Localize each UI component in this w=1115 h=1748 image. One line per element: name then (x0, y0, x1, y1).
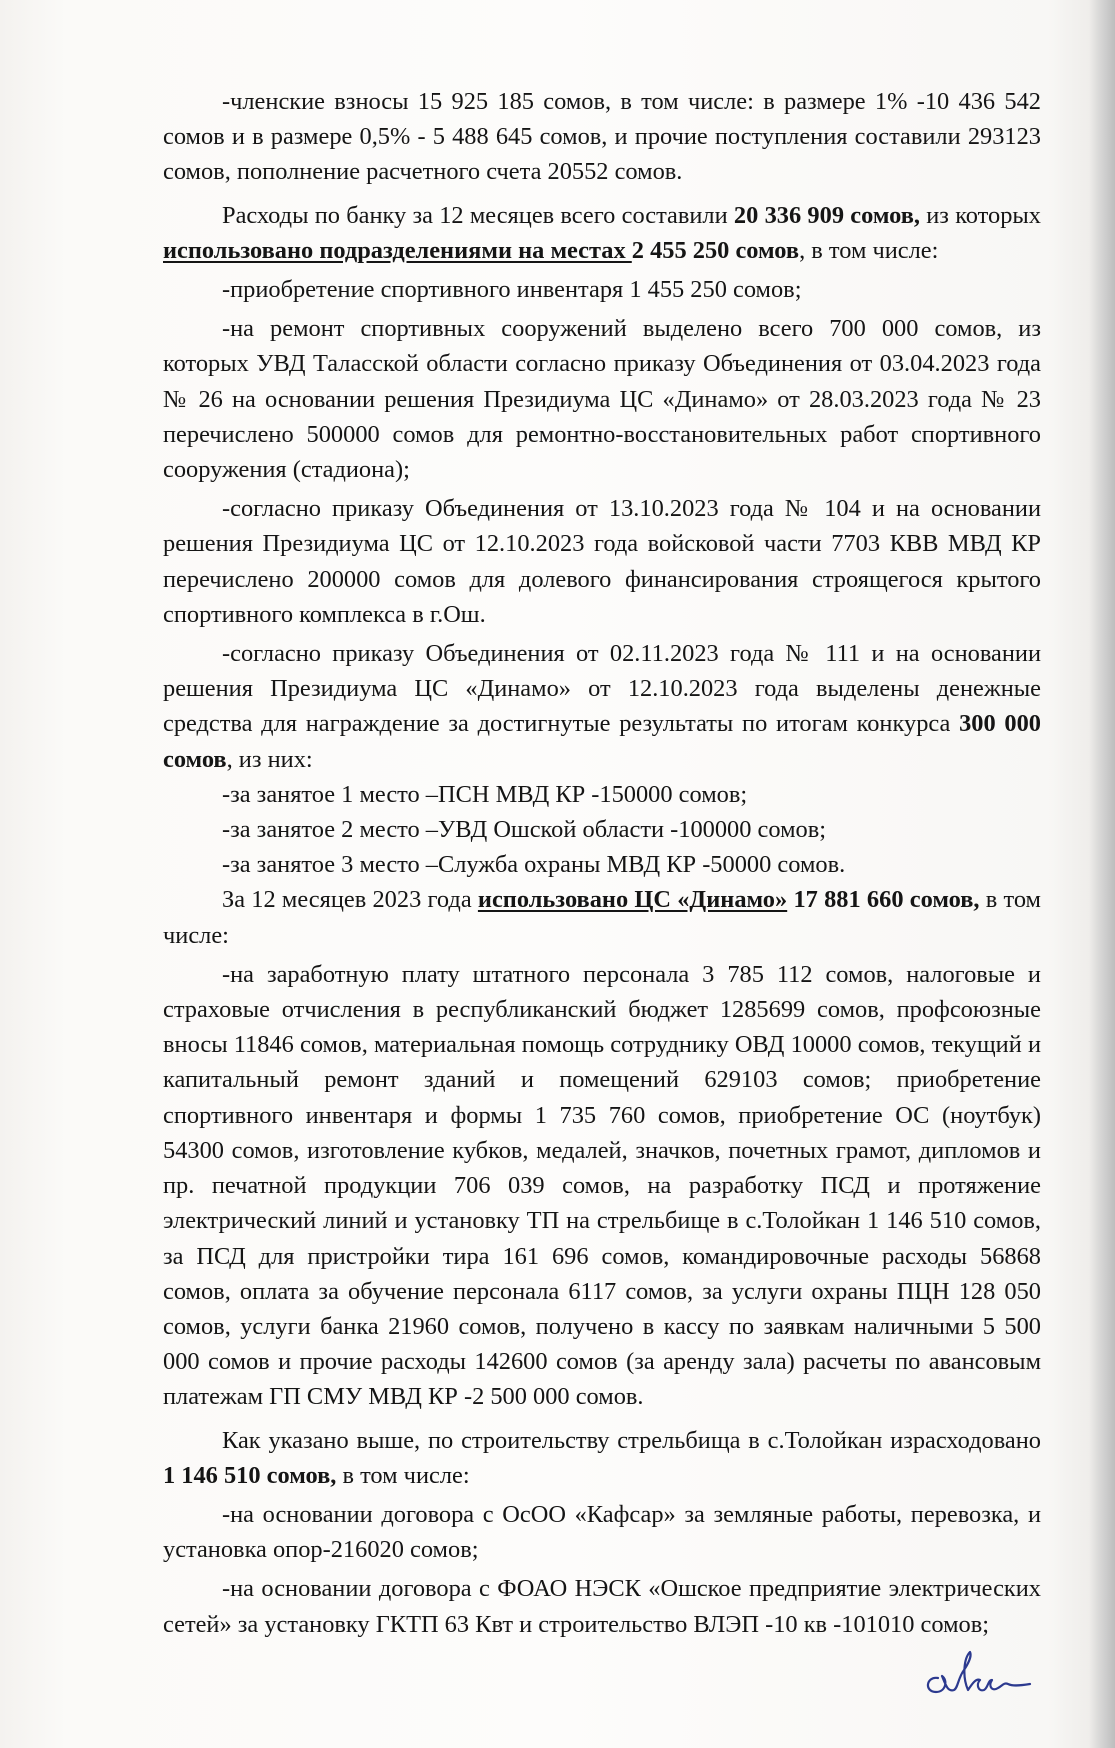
paragraph-membership-fees: -членские взносы 15 925 185 сомов, в том числе: в размере 1% -10 436 542 сомов и в размере 0,5% - 5 488 645 сомов, и прочие поступления составили 293123 сомов, пополнение расчетного счета 20552 сомов. (163, 88, 1041, 186)
paragraph-nesk-contract: -на основании договора с ФОАО НЭСК «Ошское предприятие электрических сетей» за установку ГКТП 63 Квт и строительство ВЛЭП -10 кв -101010 сомов; (163, 1575, 1041, 1638)
underlined-bold-phrase: использовано подразделениями на местах (163, 236, 632, 264)
bold-amount: 2 455 250 сомов (631, 236, 800, 264)
bold-amount: 1 146 510 сомов, (163, 1461, 337, 1489)
bold-amount: 300 000 сомов (163, 710, 1041, 773)
bold-amount: 20 336 909 сомов, (733, 201, 920, 229)
bold-amount: 17 881 660 сомов, (787, 886, 980, 914)
text-run: из которых (919, 201, 1041, 229)
paragraph-order-104: -согласно приказу Объединения от 13.10.2023 года № 104 и на основании решения Президиума ЦС от 12.10.2023 года войсковой части 7703 КВВ МВД КР перечислено 200000 сомов для долевого финансирования строящегося крытого спортивного комплекса в г.Ош. (163, 495, 1041, 628)
paragraph-bank-expenses (163, 198, 1041, 268)
text-run: , из них: (226, 745, 313, 773)
text-run: , в том числе: (799, 236, 939, 264)
text-run: -согласно приказу Объединения от 02.11.2023 года № 111 и на основании решения Президиума ЦС «Динамо» от 12.10.2023 года выделены денежные средства для награждение за достигнутые результаты по итогам конкурса (163, 640, 1041, 738)
text-run: в том числе: (163, 886, 1041, 949)
paragraph-dinamo-usage (163, 882, 1041, 952)
paragraph-order-111 (163, 636, 1041, 777)
underlined-bold-phrase: использовано ЦС «Динамо» (477, 886, 788, 914)
paragraph-sports-equipment: -приобретение спортивного инвентаря 1 455 250 сомов; (222, 276, 802, 304)
page-edge-shadow (1089, 0, 1115, 1748)
list-item-place-1: -за занятое 1 место –ПСН МВД КР -150000 сомов; (222, 780, 748, 808)
list-item-place-3: -за занятое 3 место –Служба охраны МВД КР -50000 сомов. (222, 851, 846, 879)
text-run: в том числе: (336, 1461, 470, 1489)
text-run: За 12 месяцев 2023 года (222, 886, 478, 914)
text-run: Расходы по банку за 12 месяцев всего составили (222, 201, 734, 229)
paragraph-kafsar-contract: -на основании договора с ОсОО «Кафсар» за земляные работы, перевозка, и установка опор-216020 сомов; (163, 1500, 1041, 1564)
text-run: Как указано выше, по строительству стрельбища в с.Толойкан израсходовано (222, 1426, 1041, 1454)
handwritten-signature (918, 1640, 1038, 1704)
document-body (163, 84, 1041, 1642)
paragraph-repair-facilities: -на ремонт спортивных сооружений выделено всего 700 000 сомов, из которых УВД Таласской области согласно приказу Объединения от 03.04.2023 года № 26 на основании решения Президиума ЦС «Динамо» от 28.03.2023 года № 23 перечислено 500000 сомов для ремонтно-восстановительных работ спортивного сооружения (стадиона); (163, 315, 1041, 484)
list-item-place-2: -за занятое 2 место –УВД Ошской области -100000 сомов; (222, 816, 827, 844)
paragraph-salary-and-expenses: -на заработную плату штатного персонала 3 785 112 сомов, налоговые и страховые отчисления в республиканский бюджет 1285699 сомов, профсоюзные вносы 11846 сомов, материальная помощь сотруднику ОВД 10000 сомов, текущий и капитальный ремонт зданий и помещений 629103 сомов; приобретение спортивного инвентаря и формы 1 735 760 сомов, приобретение ОС (ноутбук) 54300 сомов, изготовление кубков, медалей, значков, почетных грамот, дипломов и пр. печатной продукции 706 039 сомов, на разработку ПСД и протяжение электрический линий и установку ТП на стрельбище в с.Толойкан 1 146 510 сомов, за ПСД для пристройки тира 161 696 сомов, командировочные расходы 56868 сомов, оплата за обучение персонала 6117 сомов, за услуги охраны ПЦН 128 050 сомов, услуги банка 21960 сомов, получено в кассу по заявкам наличными 5 500 000 сомов и прочие расходы 142600 сомов (за аренду зала) расчеты по авансовым платежам ГП СМУ МВД КР -2 500 000 сомов. (163, 960, 1041, 1411)
paragraph-shooting-range (163, 1423, 1041, 1493)
